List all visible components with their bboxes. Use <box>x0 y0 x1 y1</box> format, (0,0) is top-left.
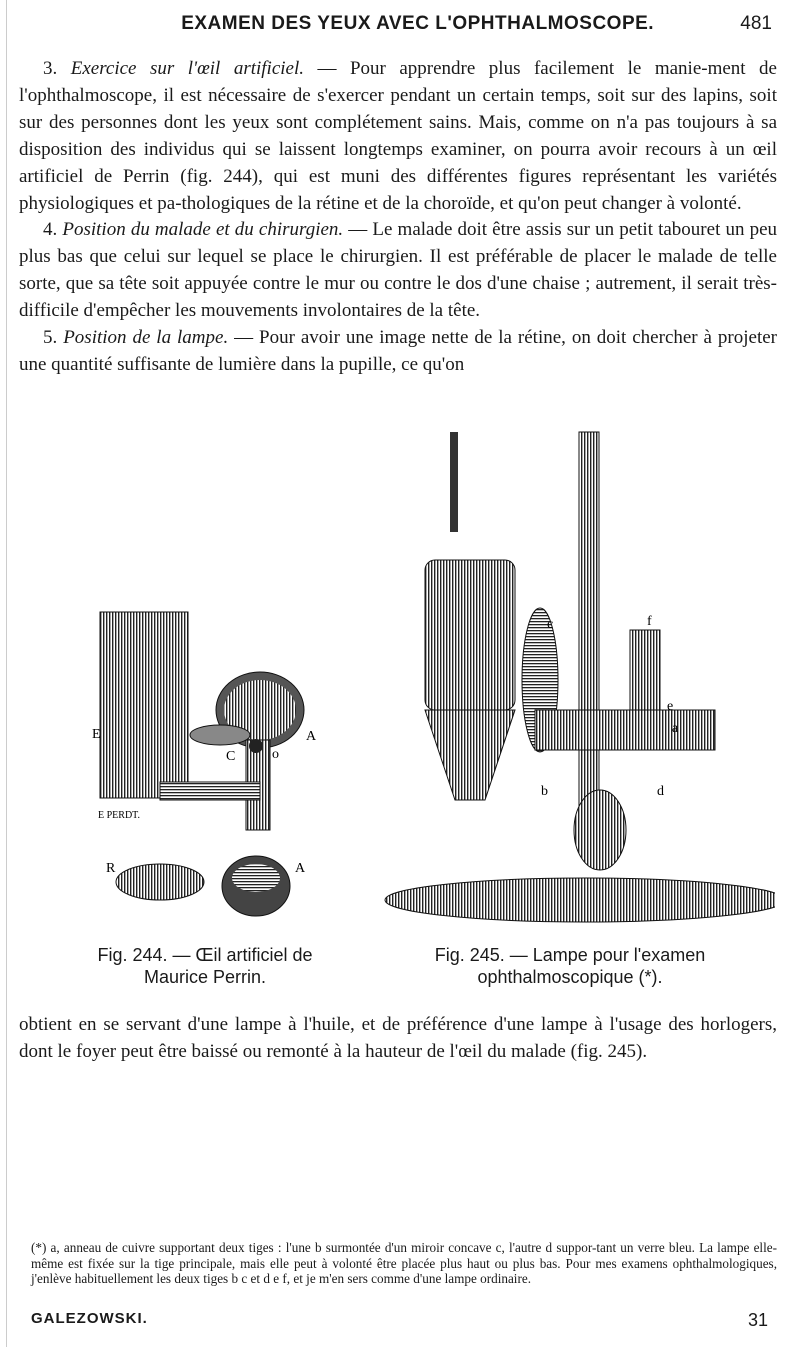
fig244-label-R: R <box>106 861 116 876</box>
paragraph-4: 4. Position du malade et du chirurgien. — Le malade doit être assis sur un petit tabouret un peu plus bas que celui sur lequel se place le chirurgien. Il est préférable de placer le malade de telle sorte, que sa tête soit appuyée contre le mur ou contre le dos d'une chaise ; autrement, il serait très-difficile d'empêcher les mouvements involontaires de la tête. <box>19 219 777 322</box>
footnote: (*) a, anneau de cuivre supportant deux tiges : l'une b surmontée d'un miroir concave c, l'autre d suppor-tant un verre bleu. La lampe elle-même est fixée sur la tige principale, mais elle peut à volonté être placée plus haut ou plus bas. Pour mes examens ophthalmologiques, j'enlève habituellement les deux tiges b c et d e f, et je m'en sers comme d'une lampe ordinaire. <box>31 1240 777 1287</box>
sheet-number: 31 <box>747 1310 768 1330</box>
page-edge <box>6 0 7 1347</box>
fig244-engraver: E PERDT. <box>98 810 141 821</box>
page-number: 481 <box>740 13 772 34</box>
paragraph-4-title: Position du malade et du chirurgien. <box>62 219 344 241</box>
figure-245-lamp <box>335 420 775 930</box>
fig244-label-C: C <box>226 749 236 764</box>
figure-244-artificial-eye <box>70 600 330 840</box>
fig245-label-c: c <box>547 617 554 632</box>
figure-245-caption: Fig. 245. — Lampe pour l'examen ophthalmoscopique (*). <box>434 945 706 987</box>
fig245-label-b: b <box>541 784 548 799</box>
fig244-label-o: o <box>272 747 279 762</box>
fig245-label-f: f <box>647 614 652 629</box>
fig245-label-d: d <box>657 784 664 799</box>
fig244-label-A2: A <box>295 861 306 876</box>
fig244-label-A: A <box>306 729 317 744</box>
fig244-label-E: E <box>92 727 101 742</box>
fig245-label-e: e <box>667 699 674 714</box>
header-title: EXAMEN DES YEUX AVEC L'OPHTHALMOSCOPE. <box>181 13 655 34</box>
running-header <box>95 8 772 40</box>
body-text-top <box>19 56 777 379</box>
continuation-paragraph: obtient en se servant d'une lampe à l'huile, et de préférence d'une lampe à l'usage des horlogers, dont le foyer peut être baissé ou remonté à la hauteur de l'œil du malade (fig. 245). <box>19 1014 777 1062</box>
body-text-bottom <box>19 1012 777 1066</box>
paragraph-5-title: Position de la lampe. <box>63 327 229 349</box>
paragraph-3-title: Exercice sur l'œil artificiel. <box>70 58 304 79</box>
paragraph-3: 3. Exercice sur l'œil artificiel. — Pour apprendre plus facilement le manie-ment de l'ophthalmoscope, il est nécessaire de s'exercer pendant un certain temps, soit sur des lapins, soit sur des personnes dont les yeux sont complétement sains. Mais, comme on n'a pas toujours à sa disposition des individus qui se laissent longtemps examiner, on pourra avoir recours à un œil artificiel de Perrin (fig. 244), qui est muni des différentes figures représentant les variétés physiologiques et pa-thologiques de la rétine et de la choroïde, et qu'on peut changer à volonté. <box>19 58 777 214</box>
figure-244-caption: Fig. 244. — Œil artificiel de Maurice Perrin. <box>97 945 313 987</box>
fig245-label-a: a <box>672 721 679 736</box>
figure-244-parts <box>70 842 330 932</box>
signature-mark: GALEZOWSKI. <box>31 1310 148 1327</box>
paragraph-5: 5. Position de la lampe. — Pour avoir une image nette de la rétine, on doit chercher à projeter une quantité suffisante de lumière dans la pupille, ce qu'on <box>19 327 777 375</box>
